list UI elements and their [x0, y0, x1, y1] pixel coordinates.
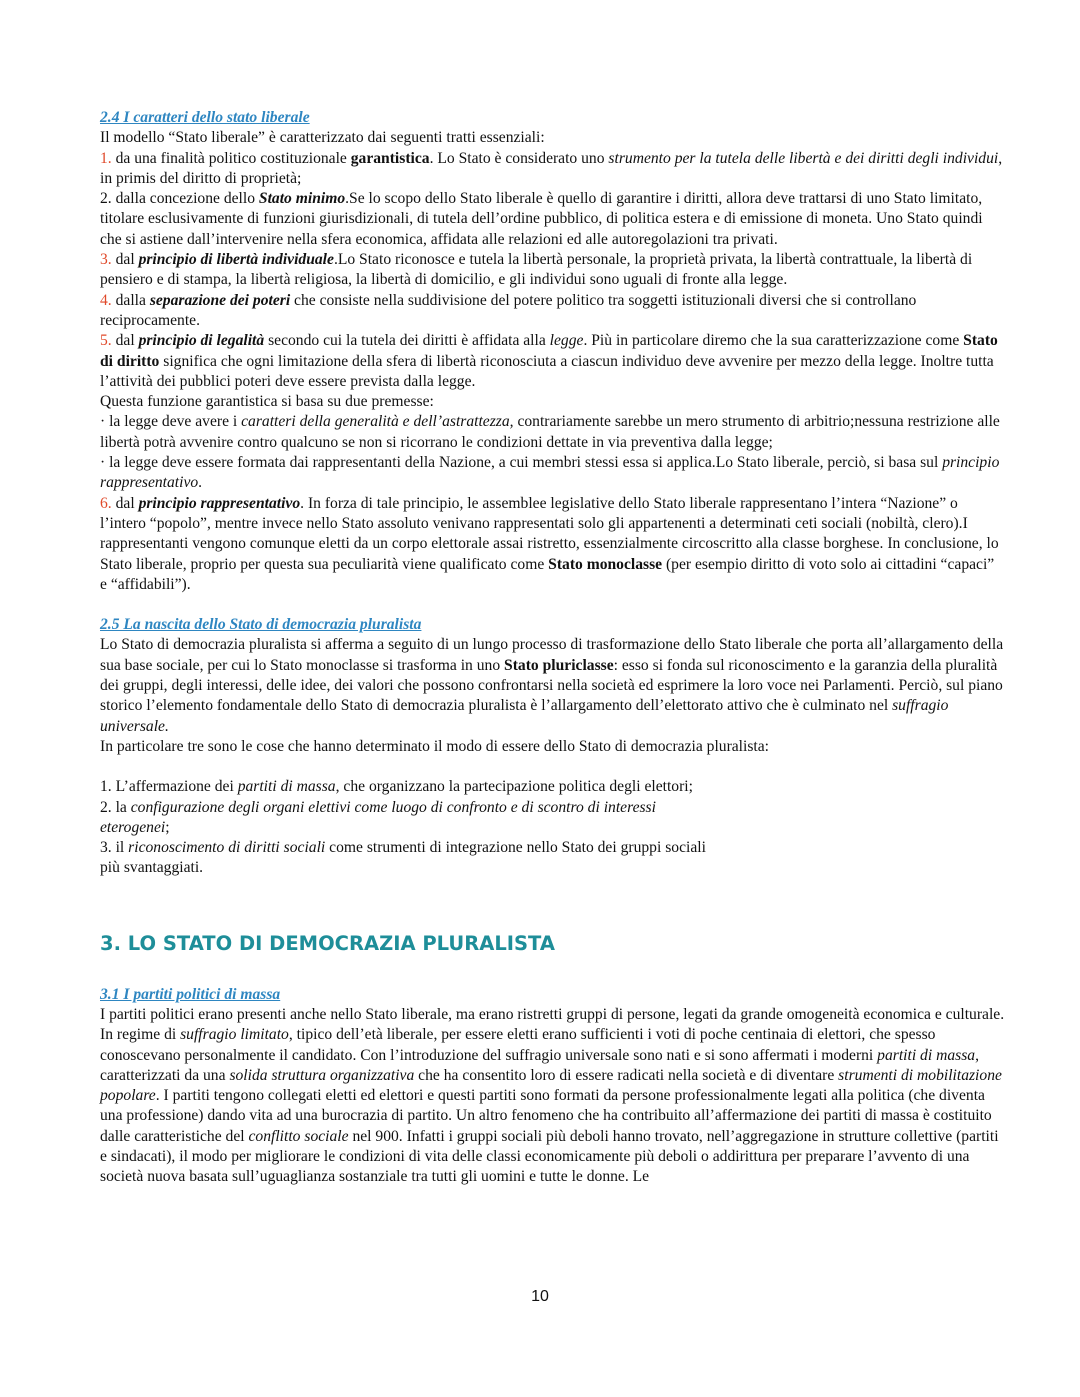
section-2-4-intro: Il modello “Stato liberale” è caratterizzato dai seguenti tratti essenziali:: [100, 129, 545, 147]
premise-bullet-1: · la legge deve avere i caratteri della generalità e dell’astrattezza, contrariamente sarebbe un mero strumento di arbitrio;nessuna restrizione alle libertà potrà avvenire contro qualcuno se non si ricorrano le condizioni dettate in via preventiva dalla legge;: [100, 413, 1000, 451]
liberal-trait-6: 6. dal principio rappresentativo. In forza di tale principio, le assemblee legislative dello Stato liberale rappresentano l’intera “Nazione” o l’intero “popolo”, mentre invece nello Stato assoluto venivano rappresentati solo gli appartenenti a determinati ceti sociali (nobiltà, clero).I rappresentanti vengono comunque eletti da un corpo elettorale assai ristretto, essenzialmente circoscritto alla classe borghese. In conclusione, lo Stato liberale, proprio per questa sua peculiarità viene qualificato come Stato monoclasse (per esempio diritto di voto solo ai cittadini “capaci” e “affidabili”).: [100, 494, 999, 593]
liberal-trait-2: 2. dalla concezione dello Stato minimo.Se lo scopo dello Stato liberale è quello di garantire i diritti, allora deve trattarsi di uno Stato limitato, titolare esclusivamente di funzioni giurisdizionali, di tutela dell’ordine pubblico, di politica estera e di emissione di moneta. Uno Stato quindi che si astiene dall’intervenire nella sfera economica, affidata alle relazioni ed alle autoregolazioni tra privati.: [100, 190, 983, 248]
liberal-trait-4: 4. dalla separazione dei poteri che consiste nella suddivisione del potere politico tra soggetti istituzionali diversi che si controllano reciprocamente.: [100, 291, 917, 329]
section-2-5-title: 2.5 La nascita dello Stato di democrazia pluralista: [100, 616, 422, 634]
chapter-3-heading: 3. LO STATO DI DEMOCRAZIA PLURALISTA: [100, 931, 555, 955]
liberal-trait-5: 5. dal principio di legalità secondo cui la tutela dei diritti è affidata alla legge. Più in particolare diremo che la sua caratterizzazione come Stato di diritto significa che ogni limitazione della sfera di libertà riconosciuta a ciascun individuo deve avvenire per mezzo della legge. Inoltre tutta l’attività dei pubblici poteri deve essere prevista dalla legge.: [100, 332, 998, 390]
pluralist-factor-3: 3. il riconoscimento di diritti sociali come strumenti di integrazione nello Stato dei gruppi sociali più svantaggiati.: [100, 839, 706, 877]
page-number: 10: [531, 1288, 549, 1305]
premises-intro: Questa funzione garantistica si basa su due premesse:: [100, 393, 434, 411]
spacer: [100, 757, 1005, 777]
premise-bullet-2: · la legge deve essere formata dai rappresentanti della Nazione, a cui membri stessi essa si applica.Lo Stato liberale, perciò, si basa sul principio rappresentativo.: [100, 454, 1000, 492]
section-3-1-paragraph: I partiti politici erano presenti anche nello Stato liberale, ma erano ristretti gruppi di persone, legati da grande omogeneità economica e culturale. In regime di suffragio limitato, tipico dell’età liberale, per essere eletti erano sufficienti i voti di poche centinaia di elettori, che spesso conoscevano personalmente il candidato. Con l’introduzione del suffragio universale sono nati e si sono affermati i moderni partiti di massa, caratterizzati da una solida struttura organizzativa che ha consentito loro di essere radicati nella società e di diventare strumenti di mobilitazione popolare. I partiti tengono collegati eletti ed elettori e questi partiti sono formati da persone professionalmente legati alla politica (che diventa una professione) dando vita ad una burocrazia di partito. Un altro fenomeno che ha contribuito all’affermazione dei partiti di massa è costituito dalle caratteristiche del conflitto sociale nel 900. Infatti i gruppi sociali più deboli hanno trovato, nell’aggregazione in strutture collettive (partiti e sindacati), il modo per migliorare le condizioni di vita delle classi economicamente più deboli o addirittura per preparare l’avvento di una società nuova basata sull’uguaglianza sostanziale tra tutti gli uomini e tutte le donne. Le: [100, 1005, 1005, 1186]
liberal-trait-3: 3. dal principio di libertà individuale.Lo Stato riconosce e tutela la libertà personale, la proprietà privata, la libertà contrattuale, la libertà di pensiero e di stampa, la libertà religiosa, la libertà di domicilio, e gli individui sono uguali di fronte alla legge.: [100, 251, 973, 289]
spacer: [100, 879, 1005, 931]
section-2-4-title: 2.4 I caratteri dello stato liberale: [100, 109, 310, 126]
spacer: [100, 595, 1005, 615]
pluralist-factor-2: 2. la configurazione degli organi elettivi come luogo di confronto e di scontro di interessi eterogenei;: [100, 798, 656, 836]
liberal-trait-1: 1. da una finalità politico costituzionale garantistica. Lo Stato è considerato uno strumento per la tutela delle libertà e dei diritti degli individui, in primis del diritto di proprietà;: [100, 149, 1003, 187]
section-2-5-paragraph: Lo Stato di democrazia pluralista si afferma a seguito di un lungo processo di trasformazione dello Stato liberale che porta all’allargamento della sua base sociale, per cui lo Stato monoclasse si trasforma in uno Stato pluriclasse: esso si fonda sul riconoscimento e la garanzia della pluralità dei gruppi, degli interessi, delle idee, dei valori che possono confrontarsi nella società ed esprimere la loro voce nei Parlamenti. Perciò, sul piano storico l’elemento fondamentale dello Stato di democrazia pluralista è l’allargamento dell’elettorato attivo che è culminato nel suffragio universale.: [100, 636, 1004, 735]
document-page: [100, 108, 1005, 1188]
pluralist-factor-1: 1. L’affermazione dei partiti di massa, che organizzano la partecipazione politica degli elettori;: [100, 778, 693, 796]
section-2-5-lead: In particolare tre sono le cose che hanno determinato il modo di essere dello Stato di democrazia pluralista:: [100, 737, 770, 755]
section-3-1-title: 3.1 I partiti politici di massa: [100, 985, 281, 1003]
